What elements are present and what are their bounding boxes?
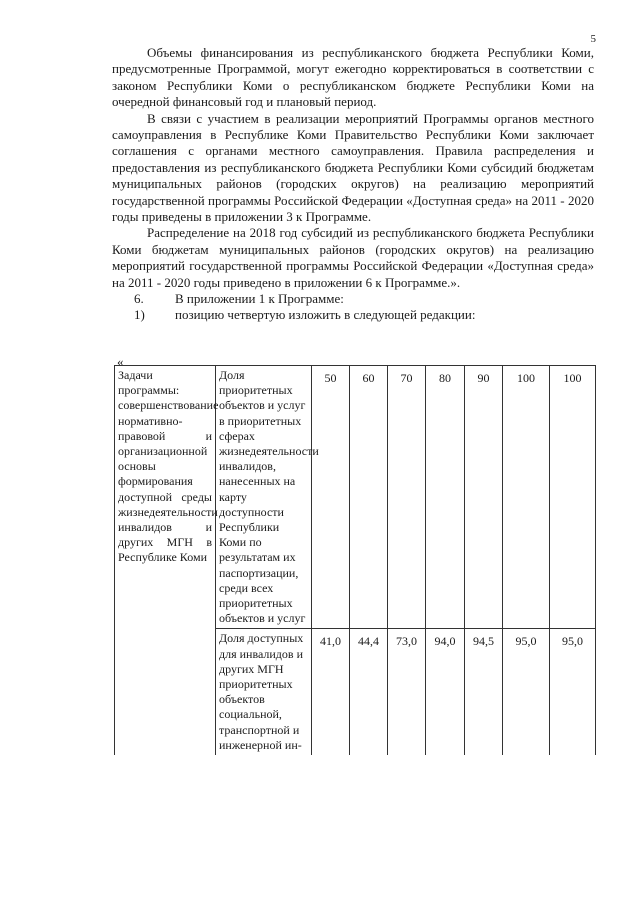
value-cell: 50	[312, 366, 350, 629]
paragraph-agreements: В связи с участием в реализации мероприятий Программы органов местного самоуправления в Республике Коми Правительство Республики Коми заключает соглашения с органами местного самоуправления. Правила распределения и предоставления из республиканского бюджета Республики Коми субсидий бюджетам муниципальных районов (городских округов) на реализацию мероприятий государственной программы Российской Федерации «Доступная среда» на 2011 - 2020 годы приведены в приложении 3 к Программе.	[112, 110, 594, 225]
table-row	[115, 366, 596, 629]
value-cell: 73,0	[388, 629, 426, 755]
value-cell: 44,4	[350, 629, 388, 755]
paragraph-distribution: Распределение на 2018 год субсидий из республиканского бюджета Республики Коми бюджетам муниципальных районов (городских округов) на реализацию мероприятий государственной программы Российской Федерации «Доступная среда» на 2011 - 2020 годы приведено в приложении 6 к Программе.».	[112, 225, 594, 290]
value-cell: 80	[426, 366, 465, 629]
value-cell: 60	[350, 366, 388, 629]
value-cell: 95,0	[550, 629, 596, 755]
list-item-number: 1)	[134, 307, 145, 323]
value-cell: 90	[465, 366, 503, 629]
task-cell: Задачи программы: совершенствование нормативно-правовой и организационной основы формирования доступной среды жизнедеятельности инвалидов и других МГН в Республике Коми	[115, 366, 216, 756]
value-cell: 94,0	[426, 629, 465, 755]
indicator-cell: Доля доступных для инвалидов и других МГН приоритетных объектов социальной, транспортной и инженерной ин-	[216, 629, 312, 755]
value-cell: 100	[550, 366, 596, 629]
list-item-number: 6.	[134, 291, 144, 307]
document-body	[112, 45, 594, 324]
list-item-text: позицию четвертую изложить в следующей редакции:	[175, 307, 476, 323]
value-cell: 100	[503, 366, 550, 629]
indicator-cell: Доля приоритетных объектов и услуг в приоритетных сферах жизнедеятельности инвалидов, нанесенных на карту доступности Республики Коми по результатам их паспортизации, среди всех приоритетных объектов и услуг	[216, 366, 312, 629]
list-item-position	[112, 307, 594, 323]
position-table	[114, 365, 596, 755]
list-item-appendix	[112, 291, 594, 307]
value-cell: 94,5	[465, 629, 503, 755]
value-cell: 95,0	[503, 629, 550, 755]
page-number: 5	[590, 33, 596, 45]
opening-quote: «	[117, 354, 124, 369]
value-cell: 41,0	[312, 629, 350, 755]
paragraph-financing: Объемы финансирования из республиканского бюджета Республики Коми, предусмотренные Программой, могут ежегодно корректироваться в соответствии с законом Республики Коми о республиканском бюджете Республики Коми на очередной финансовый год и плановый период.	[112, 45, 594, 110]
value-cell: 70	[388, 366, 426, 629]
list-item-text: В приложении 1 к Программе:	[175, 291, 344, 307]
